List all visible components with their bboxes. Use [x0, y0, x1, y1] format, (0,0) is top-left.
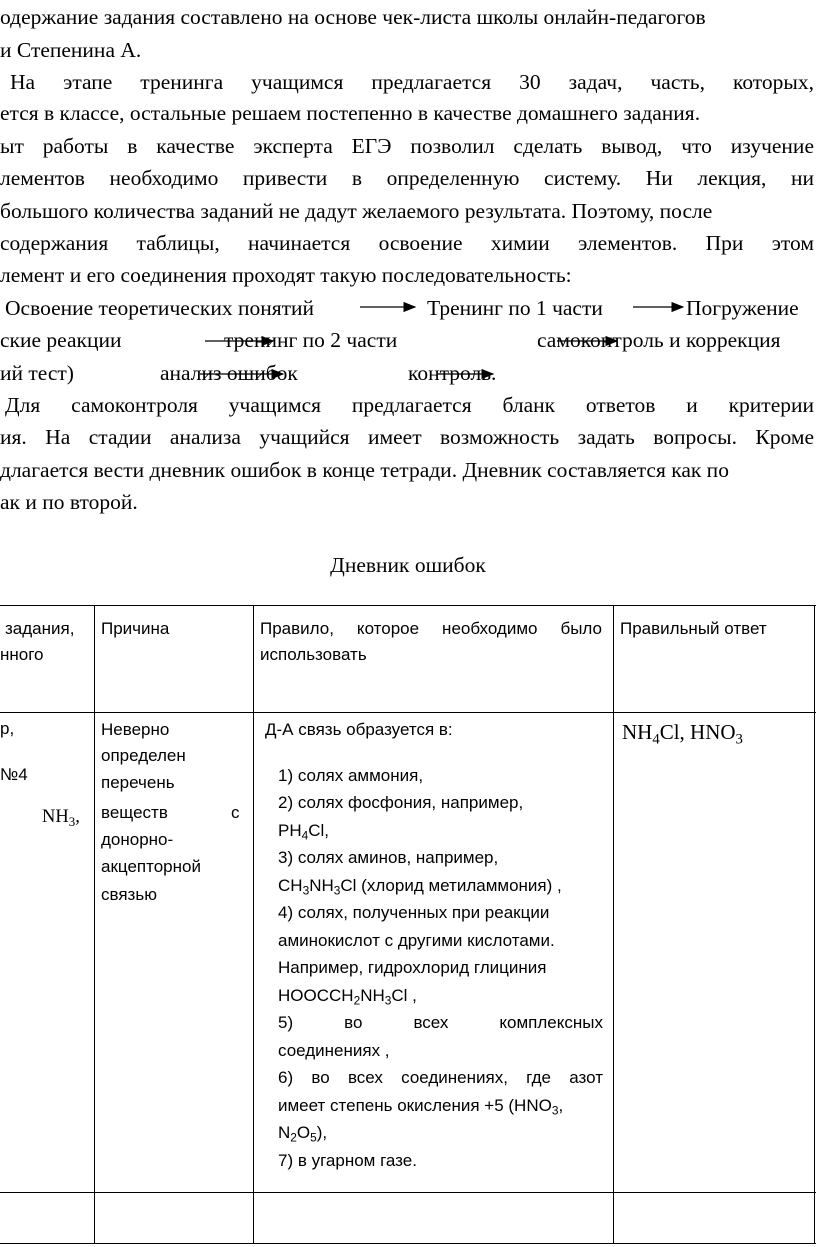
rule-word: 5) [278, 1013, 294, 1032]
text-line-7: большого количества заданий не дадут желаемого результата. Поэтому, после [0, 199, 713, 223]
rule-item: 6) во всех соединениях, где азот [278, 1068, 603, 1087]
text-line-3: На этапе тренинга учащимся предлагается 30 задач, часть, которых, [10, 70, 814, 94]
rule-word: всех [413, 1013, 449, 1032]
text-line-16: ак и по второй. [0, 490, 138, 514]
text-line-6: лементов необходимо привести в определенную систему. Ни лекция, ни [0, 166, 814, 190]
rule-item: $N_2O_5$), [278, 1123, 328, 1145]
text-line-8: содержания таблицы, начинается освоение химии элементов. При этом [0, 231, 814, 255]
header-task: задания, [5, 619, 75, 638]
rule-item: аминокислот с другими кислотами. [278, 931, 555, 950]
reason-line: определен [101, 746, 186, 765]
rule-item: 2) солях фосфония, например, [278, 793, 524, 812]
reason-line: акцепторной [101, 857, 201, 876]
seq-control: контроль. [408, 361, 497, 385]
reason-line: перечень [101, 773, 175, 792]
text-line-13: Для самоконтроля учащимся предлагается бланк ответов и критерии [5, 393, 814, 417]
rule-item: 7) в угарном газе. [278, 1151, 417, 1170]
text-line-14: ия. На стадии анализа учащийся имеет возможность задать вопросы. Кроме [0, 425, 814, 449]
diary-title: Дневник ошибок [330, 553, 486, 577]
rule-item: 4) солях, полученных при реакции [278, 903, 550, 922]
header-answer: Правильный ответ [620, 619, 767, 638]
rule-item: $PH_4Cl$, [278, 821, 330, 843]
header-rule: Правило, которое необходимо было [260, 619, 602, 638]
rule-word: во [344, 1013, 363, 1032]
seq-immersion: Погружение [686, 296, 799, 320]
text-line-4: ется в классе, остальные решаем постепенно в качестве домашнего задания. [0, 101, 701, 125]
header-reason: Причина [101, 619, 170, 638]
task-text: р, [0, 719, 15, 738]
reason-line: донорно- [101, 830, 174, 849]
text-line-1: одержание задания составлено на основе чек-листа школы онлайн-педагогов [0, 5, 706, 29]
task-number: №4 [0, 765, 28, 784]
seq-training-2: тренинг по 2 части [224, 328, 398, 352]
seq-analysis: анализ ошибок [160, 361, 298, 385]
reason-line: веществ [101, 803, 168, 822]
text-line-5: ыт работы в качестве эксперта ЕГЭ позволил сделать вывод, что изучение [0, 134, 814, 158]
text-line-15: длагается вести дневник ошибок в конце тетради. Дневник составляется как по [0, 458, 729, 482]
correct-answer: $NH_4Cl$, $HNO_3$ [622, 720, 743, 748]
rule-item: Например, гидрохлорид глициния [278, 958, 547, 977]
seq-theory: Освоение теоретических понятий [5, 296, 315, 320]
rule-item: $HOOCCH_2NH_3Cl$ , [278, 986, 417, 1008]
rule-item: $CH_3NH_3Cl$ (хлорид метиламмония) , [278, 876, 562, 898]
header-task-2: нного [0, 645, 44, 664]
reason-line: с [231, 803, 240, 822]
seq-training-1: Тренинг по 1 части [427, 296, 603, 320]
seq-test: ий тест) [0, 361, 74, 385]
reason-line: связью [101, 885, 157, 904]
seq-reactions: ские реакции [0, 328, 122, 352]
text-line-2: и Степенина А. [0, 38, 142, 62]
seq-selfcontrol: самоконтроль и коррекция [537, 328, 781, 352]
text-line-9: лемент и его соединения проходят такую последовательность: [0, 263, 572, 287]
rule-item: имеет степень окисления +5 ($HNO_3$, [278, 1096, 564, 1118]
header-rule-2: использовать [260, 645, 367, 664]
reason-line: Неверно [101, 720, 170, 739]
rule-item: соединениях , [278, 1041, 390, 1060]
rule-item: 1) солях аммония, [278, 766, 424, 785]
rule-word: комплексных [499, 1013, 603, 1032]
rule-item: 3) солях аминов, например, [278, 848, 499, 867]
rule-item [278, 1009, 603, 1037]
rule-heading: Д-А связь образуется в: [265, 720, 453, 739]
sequence-arrows [0, 0, 816, 400]
task-formula: $NH_3$, [42, 807, 80, 829]
